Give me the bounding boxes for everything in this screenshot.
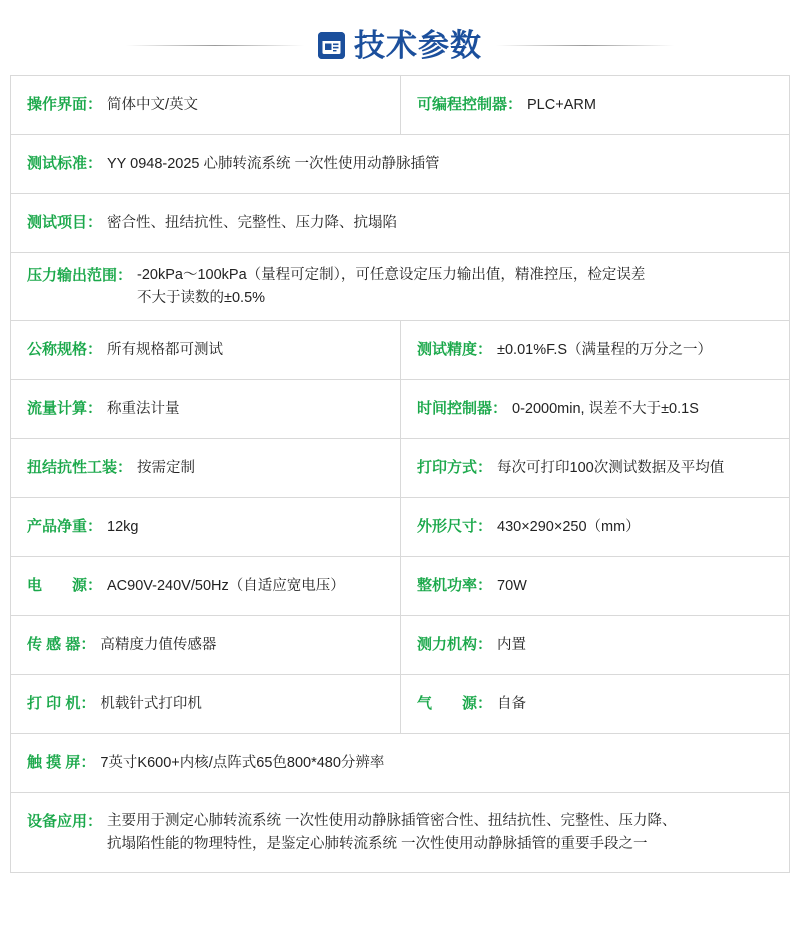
table-row <box>11 675 789 734</box>
spec-value <box>137 264 645 309</box>
spec-cell-kink-resistance-fixture <box>11 439 400 497</box>
spec-cell-test-items <box>11 194 789 252</box>
spec-value: PLC+ARM <box>527 96 596 113</box>
spec-label: 测试精度： <box>417 341 493 359</box>
spec-value: 称重法计量 <box>107 400 180 417</box>
spec-cell-test-standard <box>11 135 789 193</box>
table-row <box>11 498 789 557</box>
spec-cell-total-power <box>400 557 789 615</box>
table-row <box>11 76 789 135</box>
table-row <box>11 194 789 253</box>
spec-value: 简体中文/英文 <box>107 96 199 113</box>
spec-value: 430×290×250（mm） <box>497 518 640 535</box>
spec-label: 测试项目： <box>27 214 103 232</box>
spec-value: 密合性、扭结抗性、完整性、压力降、抗塌陷 <box>107 214 398 231</box>
spec-label: 触 摸 屏： <box>27 754 96 772</box>
spec-value: 机载针式打印机 <box>100 695 202 712</box>
spec-label: 操作界面： <box>27 96 103 114</box>
spec-value: 按需定制 <box>137 459 196 476</box>
spec-label: 整机功率： <box>417 577 493 595</box>
spec-label: 压力输出范围： <box>27 267 133 285</box>
spec-value: 每次可打印100次测试数据及平均值 <box>497 459 725 476</box>
spec-cell-test-accuracy <box>400 321 789 379</box>
spec-value: ±0.01%F.S（满量程的万分之一） <box>497 341 713 358</box>
spec-label: 扭结抗性工装： <box>27 459 133 477</box>
spec-value: 7英寸K600+内核/点阵式65色800*480分辨率 <box>100 754 385 771</box>
spec-value: 自备 <box>497 695 527 712</box>
table-row <box>11 734 789 793</box>
spec-label: 传 感 器： <box>27 636 96 654</box>
spec-label: 打 印 机： <box>27 695 96 713</box>
spec-label: 打印方式： <box>417 459 493 477</box>
spec-value <box>107 810 677 855</box>
spec-value-line-2: 不大于读数的±0.5% <box>137 289 266 306</box>
spec-label: 流量计算： <box>27 400 103 418</box>
spec-cell-plc-controller <box>400 76 789 134</box>
spec-label: 气 源： <box>417 695 493 713</box>
table-row <box>11 793 789 873</box>
spec-label: 公称规格： <box>27 341 103 359</box>
spec-cell-sensor <box>11 616 400 674</box>
spec-label: 测力机构： <box>417 636 493 654</box>
spec-cell-application <box>11 793 789 872</box>
title-rule-left <box>126 45 304 46</box>
table-row <box>11 253 789 321</box>
spec-cell-time-controller <box>400 380 789 438</box>
spec-value: 12kg <box>107 518 139 535</box>
spec-cell-dimensions <box>400 498 789 556</box>
spec-cell-operation-interface <box>11 76 400 134</box>
spec-value: 70W <box>497 577 527 594</box>
page-title <box>318 30 482 61</box>
spec-value-line-1: 主要用于测定心肺转流系统 一次性使用动静脉插管密合性、扭结抗性、完整性、压力降、 <box>107 813 677 830</box>
spec-value: 内置 <box>497 636 527 653</box>
spec-value-line-1: -20kPa～100kPa（量程可定制），可任意设定压力输出值，精准控压，检定误差 <box>137 267 646 284</box>
spec-cell-print-mode <box>400 439 789 497</box>
spec-cell-touchscreen <box>11 734 789 792</box>
table-row <box>11 135 789 194</box>
spec-label: 设备应用： <box>27 813 103 831</box>
table-row <box>11 321 789 380</box>
spec-cell-net-weight <box>11 498 400 556</box>
table-row <box>11 557 789 616</box>
spec-cell-flow-calculation <box>11 380 400 438</box>
spec-cell-printer <box>11 675 400 733</box>
spec-label: 电 源： <box>27 577 103 595</box>
spec-value: 0-2000min, 误差不大于±0.1S <box>512 400 699 417</box>
spec-value: 所有规格都可测试 <box>107 341 224 358</box>
spec-value-line-2: 抗塌陷性能的物理特性，是鉴定心肺转流系统 一次性使用动静脉插管的重要手段之一 <box>107 835 648 852</box>
page-title-text: 技术参数 <box>354 28 482 63</box>
spec-label: 测试标准： <box>27 155 103 173</box>
title-rule-right <box>496 45 674 46</box>
table-row <box>11 439 789 498</box>
spec-label: 外形尺寸： <box>417 518 493 536</box>
table-row <box>11 380 789 439</box>
spec-value: YY 0948-2025 心肺转流系统 一次性使用动静脉插管 <box>107 155 440 172</box>
spec-label: 可编程控制器： <box>417 96 523 114</box>
table-row <box>11 616 789 675</box>
spec-cell-nominal-size <box>11 321 400 379</box>
window-form-icon <box>318 32 345 59</box>
spec-cell-power-supply <box>11 557 400 615</box>
spec-cell-air-source <box>400 675 789 733</box>
spec-label: 时间控制器： <box>417 400 508 418</box>
spec-cell-force-mechanism <box>400 616 789 674</box>
spec-cell-pressure-output-range <box>11 253 789 320</box>
spec-value: AC90V-240V/50Hz（自适应宽电压） <box>107 577 345 594</box>
spec-label: 产品净重： <box>27 518 103 536</box>
specifications-table <box>10 75 790 873</box>
page-title-bar <box>0 0 800 75</box>
spec-value: 高精度力值传感器 <box>100 636 217 653</box>
